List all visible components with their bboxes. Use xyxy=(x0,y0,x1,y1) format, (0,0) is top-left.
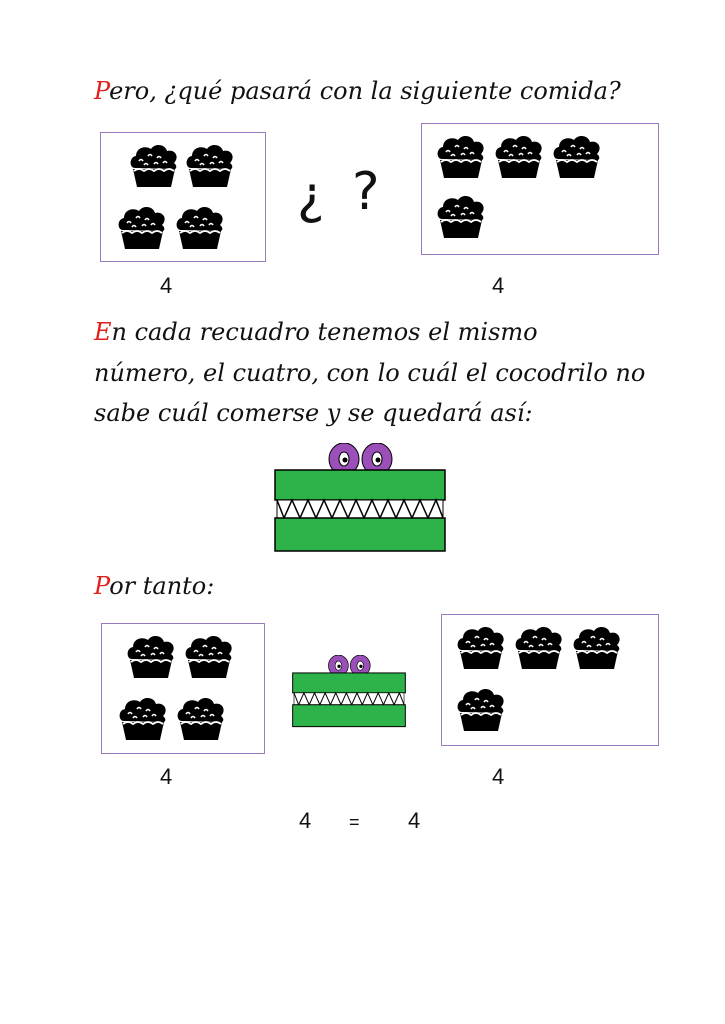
crocodile-icon xyxy=(274,443,446,553)
equation-right: 4 xyxy=(408,808,421,833)
muffin-icon xyxy=(454,625,508,671)
muffin-icon xyxy=(183,143,237,189)
muffin-icon xyxy=(492,134,546,180)
question-close-mark: ? xyxy=(352,162,380,222)
paragraph-line-2: número, el cuatro, con lo cuál el cocodrilo no xyxy=(94,359,646,387)
muffin-icon xyxy=(173,205,227,251)
question-open-mark: ¿ xyxy=(297,166,325,226)
por-tanto-text: or tanto: xyxy=(109,572,215,600)
top-right-muffin-box xyxy=(421,123,659,255)
equation-operator: = xyxy=(349,812,360,832)
question-heading xyxy=(94,79,621,103)
muffin-icon xyxy=(570,625,624,671)
paragraph-initial: E xyxy=(94,318,112,346)
muffin-icon xyxy=(182,634,236,680)
equation-left: 4 xyxy=(299,808,312,833)
muffin-icon xyxy=(116,696,170,742)
muffin-icon xyxy=(434,134,488,180)
crocodile-icon xyxy=(292,655,406,728)
muffin-icon xyxy=(550,134,604,180)
muffin-icon xyxy=(127,143,181,189)
bottom-right-muffin-box xyxy=(441,614,659,746)
top-left-count: 4 xyxy=(160,273,173,298)
bottom-left-muffin-box xyxy=(101,623,265,754)
muffin-icon xyxy=(454,687,508,733)
muffin-icon xyxy=(512,625,566,671)
heading-initial: P xyxy=(94,77,110,105)
paragraph-line-3: sabe cuál comerse y se quedará así: xyxy=(94,399,533,427)
muffin-icon xyxy=(124,634,178,680)
top-right-count: 4 xyxy=(492,273,505,298)
por-tanto-initial: P xyxy=(94,572,110,600)
top-left-muffin-box xyxy=(100,132,266,262)
bottom-left-count: 4 xyxy=(160,764,173,789)
muffin-icon xyxy=(434,194,488,240)
bottom-right-count: 4 xyxy=(492,764,505,789)
muffin-icon xyxy=(174,696,228,742)
muffin-icon xyxy=(115,205,169,251)
paragraph-line-1 xyxy=(94,320,538,344)
paragraph-line-1-text: n cada recuadro tenemos el mismo xyxy=(111,318,538,346)
heading-text: ero, ¿qué pasará con la siguiente comida? xyxy=(109,77,621,105)
por-tanto-heading xyxy=(94,574,214,598)
